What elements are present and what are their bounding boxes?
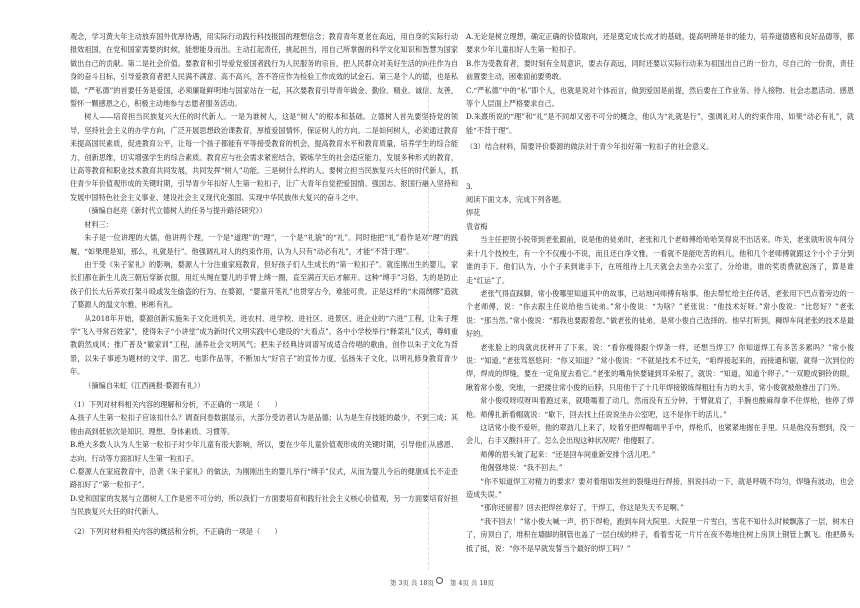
column-divider [428,30,429,570]
paragraph: 老张脸上的肉就此抚秤开了下来，说：“看你瘦得跟个焊条一样，还想当焊工？你知道焊工有多苦多累吗？”常小俊说：“知道。”老张笃悠悠问：“你又知道？”常小俊说：“不就是技术不过关，“咱焊接起来的，而接通和锯，就得一次到位的焊，焊成的焊缝，要在一定角度去看它。”老张的嘴角快要碰到耳朵根了，就说：“知道，知道个卵子。”一双瞪成铜铃的眼，瞅着常小俊，突地，一把搂住常小俊的后脖，只用他干了十几年焊接锻炼得粗壮有力的大手，常小俊就被他推出了门外。 [466,342,854,392]
question-3: （3）结合材料，简要评价婺源的做法对于青少年扣好第一粒扣子的社会意义。 [466,142,714,152]
story-title: 焊花 [466,208,481,218]
paragraph: 常小俊哎呀哎呀叫着跑过来，就嗫嚅着了动几，然而没有五分钟，于臂就肩了，手腕也酸麻得拿不住焊枪，他停了焊枪。师傅扎新看帽就说：“歇下，回去找上任说说坐办公室吧，这不是你干的活儿。” [466,396,854,419]
paragraph: 由于受《朱子家礼》的影响，婺源人十分注重家庭教育，但好孩子们人生成长的“第一粒扣子”。就连刚出生的婴儿，家长们都在新生儿洗三朝后穿新衣服，用红头绳在婴儿的手臂上缚一圈，直至满百天后才解开。这种“缚手”习俗，为的是防止孩子们长大后养欢打架斗殴或发生偷盗的行为。在婺源，“婴童开笔礼”也贯穿古今，难能可贵。正是这样的“未雨绸缪”造就了婺源人的温文尔雅、彬彬有礼。 [70,259,458,310]
instruction: 阅读下面文本，完成下列各题。 [466,195,566,205]
paragraph: 朱子是一位讲理的大儒，他讲两个理，一个是“道理”的“理”，一个是“礼貌”的“礼”。同时他把“礼”看作是对“理”的践履，“如果理是知，那么，礼就是行”。他强调礼对人的约束作用，认为人只有“动必有礼”，才能“不背于理”。 [70,233,458,256]
paragraph: 这话常小俊不爱听，他的翠劲儿上来了，咬着牙把焊帽端平手中，焊枪爪，也紧紧地握在手里。只是他没有想到，没一会儿，右手又酸抖开了。怎么会出现这种状况呢？他傻眼了。 [466,422,854,446]
paragraph: 观念，学习黄大年主动放弃国外优厚待遇，用实际行动践行科技报国的理想信念；教育青年夏老在高远，用自身的实际行动报效祖国，在党和国家需要的时候，能想能身而出。主动扛起责任，挑起担当，用自己所掌握的科学文化知识和智慧为国家做出自己的贡献。第二是社会价值。要教育和引导爱党爱国者践行为人民服务的宗旨，把人民群众对美好生活的向往作为自身的奋斗目标，引导爱教育者把人民满不满意、高不高兴，答不答应作为检验工作成效的试金石。第三是个人的德，也是私德，“严私德”的首要任务是爱国，必须廉耻鲜明地与国家站在一起，其次要教育引导青年做金、勤俭、精业、诚信、友善，誓怀一颗感恩之心，积极主动地参与志愿者服务活动。 [70,32,458,109]
paragraph: 他倔强地说：“我不回去。” [480,463,563,473]
circle-icon [436,577,443,584]
paragraph: 树人——培育担当民族复兴大任的时代新人。一是为谁树人，这是“树人”的根本和基础。立德树人首先要坚持党的领导，坚持社会主义的办学方向，广泛开展思想政治课教育，厚植爱国情怀，保证树人的方向。二是如何树人，必须通过教育来提高国民素质，促进教育公平，让每一个孩子都能有平等接受教育的机会，提高教育水平和教育质量，培养学生的综合能力、创新思维，切实增强学生的综合素质。教育应与社会需求紧密结合，锻炼学生的社会适应能力，发展多种形式的教育，让高等教育和职业技术教育共同发展，共同发挥“树人”功能。三是树什么样的人。要树立担当民族复兴大任的时代新人，抓住青少年价值观形成的关键时期，引导青少年扣好人生第一粒扣子，让广大青年自觉把爱国情、强国志、报国行融入坚持和发展中国特色社会主义事业、建设社会主义现代化强国、实现中华民族伟大复兴的奋斗之中。 [70,112,458,202]
question-1: （1）下列对材料相关内容的理解和分析，不正确的一项是（ ） [70,399,282,409]
paragraph: “我不回去！”常小俊大喊一声，扔下焊枪，跑到车间大院里。大院里一片雪白，雪花不知什么时候飘落了一层，树木白了，房顶白了，堆积在墙脚的钢管也盖了一层白绒的样子，看着雪花一片片在夜不倦地往树上房顶上钢管上飘飞。他把鼻头抵了抵，说：“你不是早就发誓当个最好的焊工吗？” [466,516,854,553]
right-page [466,30,854,570]
paragraph: “那你还留着？回去把焊丝拿好了，干焊工，你这是失天不足啊。” [480,503,684,513]
story-author: 袁省梅 [466,221,488,231]
option-b: B.作为受教育者，要时刻有全局意识，要去存高远，同时还要以实际行动来为祖国出自己的一份力，尽自己的一份责，责任前置要主动，困难面前要勇敢。 [466,58,854,82]
option-a: A.无论是树立理想，确定正确的价值取向，还是奠定成长成才的基础，提高明辨是非的能力，培养道德感和良好品德等，都要求少年儿童扣好人生第一粒扣子。 [466,32,854,55]
option-d: D.朱熹所说的“理”和“礼”是不同却又密不可分的概念，他认为“礼就是行”，强调礼对人的约束作用，如果“动必有礼”，就能“不背于理”。 [466,112,854,135]
paragraph: 老张气得直踩脚，常小俊哪里知道其中的故事，已站地问师傅有啥事。他去帮忙给主任传话，老张用下巴点着旁边的一个老师傅，说：“你去跟主任说给他当徒弟。”常小俊说：“为啥？”老张说：“他技术好呀。”常小俊说：“比您好？”老张说：“那当然。”常小俊说：“那我也要跟着您。”做老张的徒弟，是常小俊自己选择的。他早打听到，狮焊车间老张的技术是最好的。 [466,288,854,339]
paragraph: 从2018年开始，婺源创新实施朱子文化进机关、进农村、进学校、进社区、进景区、进企业的“六进”工程，让朱子理学“飞入寻常百姓家”，使得朱子“小讲堂”成为新时代文明实践中心建设的“大看点”。各中小学校举行“释菜礼”仪式，尊师重教蔚然成风；推广普及“徽家训”工程，涵养社会文明风气；把朱子经典诗词谱写成适合传唱的歌曲，创作以朱子文化为背景，以朱子事迹为题材的文学、面艺、电影作品等，不断加大“好官子”的宣传力度，弘扬朱子文化，以明礼修身教育青少年。 [70,313,458,377]
page-number-right: 第 4页 共 18页 [450,579,494,587]
material-label: 材料三： [84,219,113,229]
source-note: （摘编自赵亮《新时代立德树人的任务与提升路径研究》） [84,206,267,216]
option-c: C.“严私德”中的“私”即个人，也就是说对个体而言，做到爱国是前提，然后要在工作业务、待人接物、社会志愿活动、感恩等个人层面上严格要求自己。 [466,85,854,109]
paragraph: 当主任把贺小锐带到老张跟前，说是他的徒弟时，老张和几个老师傅给哈哈笑得说不出话来。咋关，老张就听说车间分来十几个技校生，有一个不仅瘦小不说，而且还白净文雅，一看就不是能吃苦的料儿，他和几个老师傅就跟这个小个子分到谁的手下。他们认为，小个子来到谁手下，在班组待上几天就会去坐办公室了，分给谁，谁的奖质费就泡汤了，算是谁走“红运”了。 [466,235,854,285]
paragraph: 师傅的眉头皱了起来：“还是回车间重新安排个活儿吧。” [480,449,656,459]
question-2: （2）下列对材料相关内容的概括和分析，不正确的一项是（ ） [70,526,282,536]
option-a: A.孩子人生第一粒扣子应该扣什么？调查问卷数据显示，大部分受访者认为是品德；认为是生存技能的最少，不到三成；其他由高到低依次是知识、理想、身体素质、习惯等。 [70,413,458,436]
option-b: B.绝大多数人认为人生第一粒扣子对少年儿童有很大影响，所以，要在少年儿童价值观形成的关键时期，引导他们从感恩、志向、行动等方面扣好人生第一粒扣子。 [70,440,458,463]
option-c: C.婺源人在家庭教育中，沿袭《朱子家礼》的做法，为刚刚出生的婴儿举行“缚手”仪式，从而为婴儿今后的健康成长不走歪路扣好了“第一粒扣子”。 [70,467,458,490]
paragraph: “你不知道焊工对精力的要求？要对着细如发丝的裂缝进行焊接，别说抖动一下，就是呼吸不均匀，焊缝有波动，也会造成失误。” [466,476,854,499]
source-note: （摘编自朱虹《江西画报·婺源有礼》） [84,380,205,390]
option-d: D.党和国家的发展与立德树人工作是密不可分的，所以我们一方面要培育和践行社会主义核心价值观，另一方面要培育好担当民族复兴大任的时代新人。 [70,493,458,517]
page-number-left: 第 3页 共 18页 [390,579,434,587]
question-number: 3. [466,181,473,191]
left-page [70,30,458,570]
